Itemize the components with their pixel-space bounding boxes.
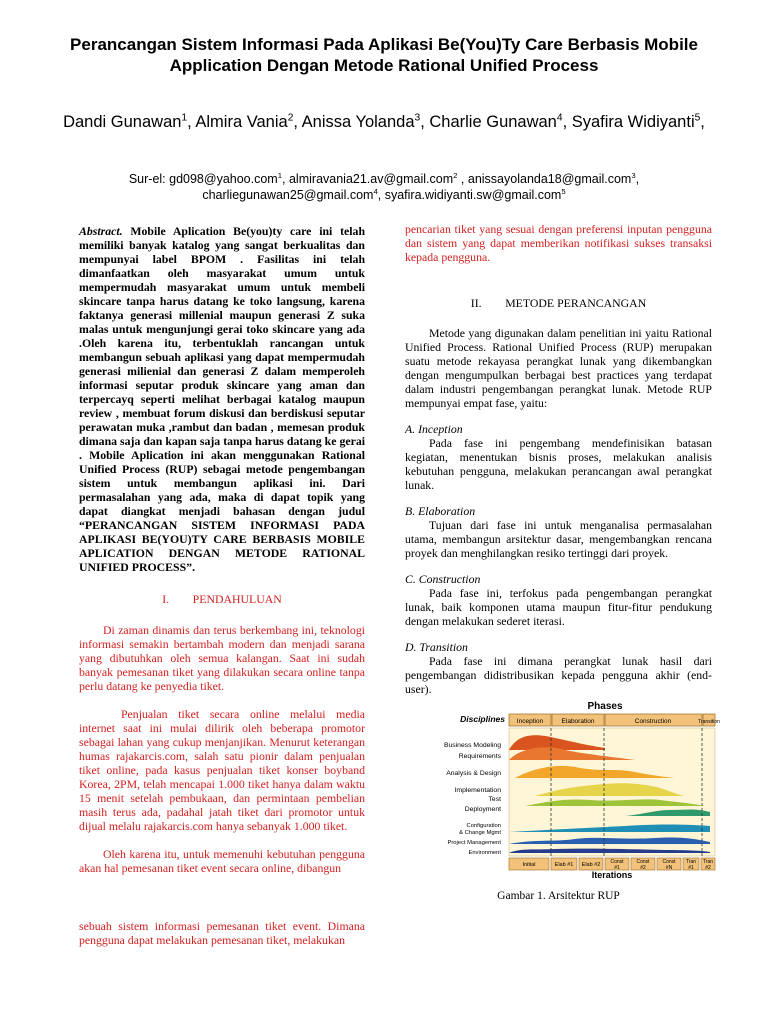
- iteration-label: Tran: [685, 859, 697, 865]
- discipline-label: Business Modeling: [443, 742, 501, 749]
- phases-header: Phases: [587, 701, 623, 712]
- phase-heading: B. Elaboration: [405, 504, 476, 518]
- phase-label-elaboration: Elaboration: [561, 718, 595, 725]
- iteration-label: Initial: [522, 862, 536, 868]
- phase-heading: C. Construction: [405, 572, 481, 586]
- iteration-label: Const: [636, 859, 650, 865]
- intro-paragraph-1: Di zaman dinamis dan terus berkembang ini, teknologi informasi semakin bertambah modern dan menjadi sarana yang dibutuhkan oleh semua kalangan. Saat ini sudah banyak pemesanan tiket yang dilakukan secara online tanpa perlu datang ke penyedia tiket.: [79, 623, 365, 693]
- section-1-heading: I. PENDAHULUAN: [162, 592, 282, 606]
- method-intro: Metode yang digunakan dalam penelitian ini yaitu Rational Unified Process. Rational Unified Process (RUP) merupakan suatu metode rekayasa perangkat lunak yang dikembangkan dengan mengumpulkan berbagai best practices yang terdapat dalam industri pengembangan perangkat lunak. Metode RUP mempunyai empat fase, yaitu:: [405, 326, 712, 410]
- iteration-label: Elab #2: [581, 862, 601, 868]
- paper-title: Perancangan Sistem Informasi Pada Aplikasi Be(You)Ty Care Berbasis Mobile Application Dengan Metode Rational Unified Process: [70, 35, 698, 75]
- intro-paragraph-3: Oleh karena itu, untuk memenuhi kebutuhan pengguna akan hal pemesanan tiket event secara online, dibangun: [79, 847, 365, 875]
- figure-caption: Gambar 1. Arsitektur RUP: [497, 890, 620, 902]
- discipline-label: Project Management: [447, 840, 501, 846]
- intro-paragraph-2: Penjualan tiket secara online melalui media internet saat ini mulai dilirik oleh beberapa promotor sebagai lahan yang cukup menjanjikan. Menurut keterangan humas rajakarcis.com, salah satu pionir dalam penjualan tiket online, pada kasus penjualan tiket konser boyband Korea, 2PM, telah mencapai 1.000 tiket hanya dalam waktu 15 menit setelah pembukaan, dan permintaan pembelian masih terus ada, padahal jatah tiket dari promotor untuk dijual melalu rajakarcis.com hanya sebanyak 1.000 tiket.: [79, 707, 365, 833]
- abstract-text: Mobile Aplication Be(you)ty care ini telah memiliki banyak katalog yang sangat berkualitas dan mempunyai label BPOM . Fasilitas ini telah dimanfaatkan oleh masyarakat umum untuk mempermudah masyarakat umum untuk membeli skincare tanpa harus datang ke toko langsung, karena faktanya generasi millenial maupun generasi Z suka malas untuk mengunjungi gerai toko skincare yang ada .Oleh karena itu, terbentuklah rancangan untuk membangun sebuah aplikasi yang dapat mempermudah generasi milienial dan generasi Z dalam memperoleh informasi seputar produk skincare yang aman dan terpercayq seperti melihat berbagai katalog maupun review , membuat forum diskusi dan berdiskusi seputar perawatan muka ,rambut dan badan , memesan produk dimana saja dan kapan saja tanpa harus datang ke gerai . Mobile Aplication ini akan menggunakan Rational Unified Process (RUP) sebagai metode pengembangan sistem untuk membangun aplikasi ini. Dari permasalahan yang ada, maka di dapat topik yang dapat diangkat menjadi bahasan dengan judul “PERANCANGAN SISTEM INFORMASI PADA APLIKASI BE(YOU)TY CARE BERBASIS MOBILE APLICATION DENGAN METODE RATIONAL UNIFIED PROCESS”.: [79, 224, 365, 574]
- discipline-label: Configuration: [466, 823, 501, 829]
- right-column: [405, 222, 720, 903]
- email: almiravania21.av@gmail.com$^2$ ,: [288, 170, 468, 186]
- iteration-label: #1: [614, 865, 620, 871]
- abstract-label: Abstract.: [79, 224, 123, 238]
- author: Syafira Widiyanti$^5$,: [571, 112, 705, 131]
- discipline-label: Implementation: [454, 787, 501, 794]
- iteration-label: Const: [662, 859, 676, 865]
- iteration-label: #1: [688, 865, 694, 871]
- phase-heading: D. Transition: [405, 640, 468, 654]
- rup-architecture-diagram: [405, 698, 720, 880]
- author: Anissa Yolanda$^3$,: [301, 112, 430, 131]
- intro-paragraph-4: sebuah sistem informasi pemesanan tiket event. Dimana pengguna dapat melakukan pemesanan tiket, melakukan: [79, 919, 365, 947]
- iteration-label: #N: [665, 865, 673, 871]
- phase-text: Tujuan dari fase ini untuk menganalisa permasalahan utama, membangun arsitektur dasar, mengembangkan rencana proyek dan menghilangkan resiko tertinggi dari proyek.: [405, 518, 712, 560]
- author-list: [50, 112, 718, 132]
- iteration-label: Tran: [702, 859, 714, 865]
- left-column: [79, 224, 365, 947]
- discipline-label: Requirements: [458, 753, 501, 760]
- email: syafira.widiyanti.sw@gmail.com$^5$: [384, 186, 566, 202]
- discipline-label: & Change Mgmt: [459, 830, 501, 836]
- discipline-label: Environment: [468, 850, 501, 856]
- email-list: [40, 171, 728, 203]
- author: Almira Vania$^2$,: [195, 112, 302, 131]
- discipline-label: Analysis & Design: [446, 770, 501, 777]
- discipline-label: Deployment: [464, 806, 501, 813]
- author: Charlie Gunawan$^4$,: [429, 112, 572, 131]
- iteration-label: Elab #1: [554, 862, 574, 868]
- section-2-heading: II. METODE PERANCANGAN: [470, 296, 647, 310]
- phase-label-transition: Transition: [698, 719, 720, 725]
- phase-text: Pada fase ini dimana perangkat lunak hasil dari pengembangan didistribusikan kepada pengguna akhir (end-user).: [405, 654, 712, 696]
- abstract: [79, 224, 365, 574]
- phase-label-construction: Construction: [634, 718, 672, 725]
- iteration-label: #2: [705, 865, 711, 871]
- iteration-label: Const: [610, 859, 624, 865]
- email-prefix: Sur-el:: [128, 172, 170, 186]
- phase-label-inception: Inception: [516, 718, 544, 725]
- rup-figure: [405, 698, 720, 881]
- email: charliegunawan25@gmail.com$^4$,: [202, 186, 385, 202]
- phase-heading: A. Inception: [405, 422, 463, 436]
- email: gd098@yahoo.com$^1$,: [169, 170, 289, 186]
- author: Dandi Gunawan$^1$,: [63, 112, 196, 131]
- iteration-label: #2: [640, 865, 646, 871]
- email: anissayolanda18@gmail.com$^3$,: [467, 170, 640, 186]
- intro-paragraph-5: pencarian tiket yang sesuai dengan preferensi inputan pengguna dan sistem yang dapat memberikan notifikasi sukses transaksi kepada pengguna.: [405, 222, 712, 264]
- discipline-label: Test: [488, 796, 501, 803]
- disciplines-label: Disciplines: [460, 714, 505, 724]
- phase-text: Pada fase ini pengembang mendefinisikan batasan kegiatan, menentukan bisnis proses, melakukan analisis kebutuhan pengguna, melakukan perancangan awal perangkat lunak.: [405, 436, 712, 492]
- iterations-label: Iterations: [591, 870, 633, 880]
- phase-text: Pada fase ini, terfokus pada pengembangan perangkat lunak, baik komponen utama maupun fitur-fitur pendukung dengan melakukan sederet iterasi.: [405, 586, 712, 628]
